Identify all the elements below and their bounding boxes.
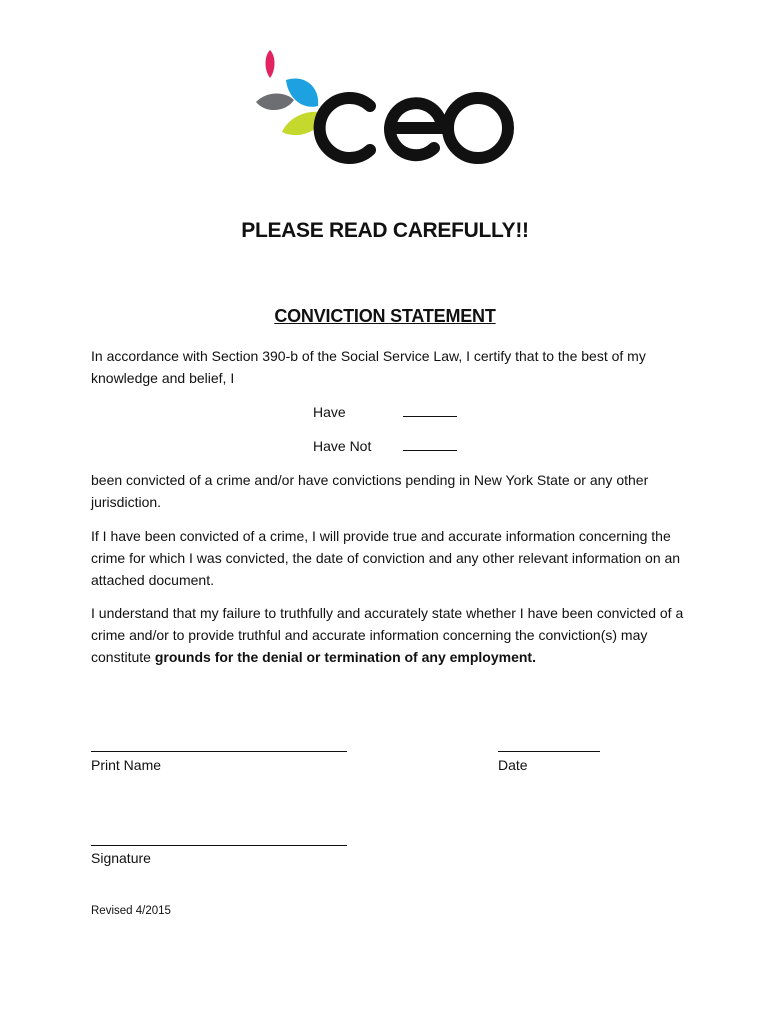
option-have-label: Have: [313, 404, 346, 420]
page-heading: PLEASE READ CAREFULLY!!: [241, 219, 529, 242]
logo-gray-petal: [256, 94, 294, 111]
date-label: Date: [498, 757, 528, 773]
option-have: [313, 402, 457, 422]
option-have-not-blank[interactable]: [403, 436, 457, 451]
understand-bold-text: grounds for the denial or termination of any employment.: [154, 649, 536, 665]
logo-letter-e: [390, 103, 442, 155]
signature-label: Signature: [91, 850, 151, 866]
print-name-line[interactable]: [91, 751, 347, 752]
option-have-blank[interactable]: [403, 402, 457, 417]
logo-pink-petal: [266, 50, 275, 78]
signature-line[interactable]: [91, 845, 347, 846]
provide-info-paragraph: If I have been convicted of a crime, I will provide true and accurate information concerning the crime for which I was convicted, the date of conviction and any other relevant information on an attached document.: [91, 528, 681, 588]
revision-note: Revised 4/2015: [91, 905, 171, 917]
logo-letter-o: [448, 98, 508, 158]
understand-paragraph: [91, 602, 691, 668]
statement-paragraph: been convicted of a crime and/or have convictions pending in New York State or any other jurisdiction.: [91, 472, 649, 510]
option-have-not: [313, 436, 457, 456]
logo-letter-c: [320, 98, 370, 158]
date-line[interactable]: [498, 751, 600, 752]
ceo-logo: [252, 44, 518, 174]
understand-text: I understand that my failure to truthfully and accurately state whether I have been convicted of a crime and/or to provide truthful and accurate information concerning the conviction(s) may constitute: [91, 605, 684, 665]
print-name-label: Print Name: [91, 757, 162, 773]
intro-paragraph: In accordance with Section 390-b of the Social Service Law, I certify that to the best of my knowledge and belief, I: [91, 348, 646, 386]
option-have-not-label: Have Not: [313, 438, 372, 454]
form-title: CONVICTION STATEMENT: [274, 306, 496, 326]
